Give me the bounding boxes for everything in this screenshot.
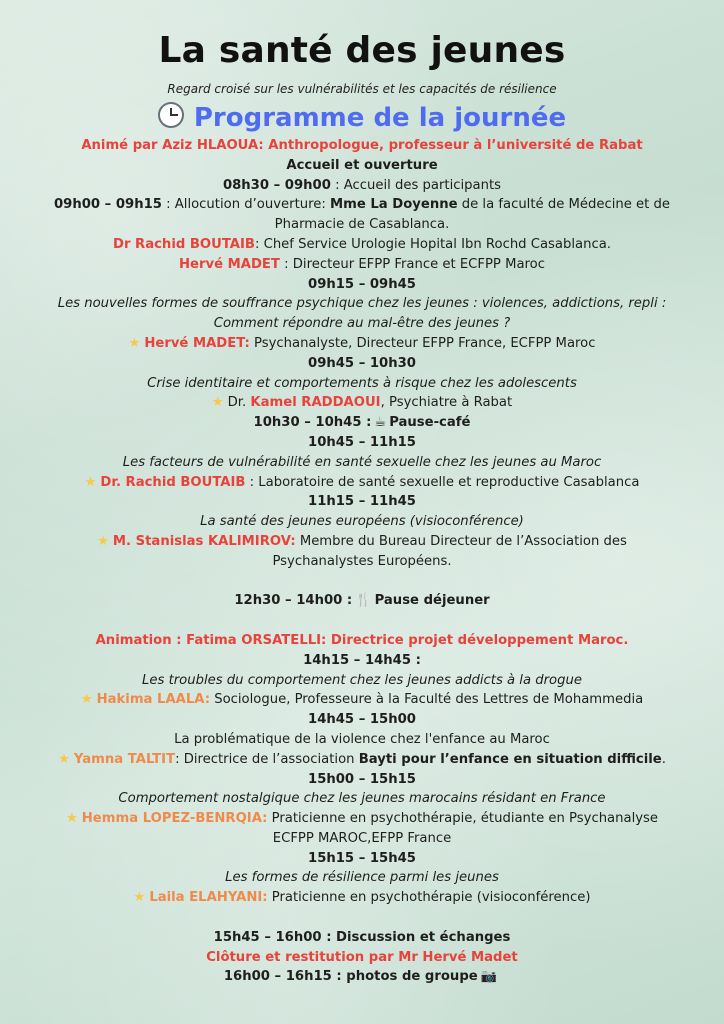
speaker: Dr Rachid BOUTAIB xyxy=(113,236,255,252)
welcome-line-2 xyxy=(10,195,714,215)
session-8-topic: Les formes de résilience parmi les jeunes xyxy=(225,870,499,886)
session-4-topic: La santé des jeunes européens (visioconférence) xyxy=(200,514,524,530)
spacer xyxy=(10,908,714,928)
session-7-time: 15h00 – 15h15 xyxy=(308,771,416,787)
speaker: Laila ELAHYANI: xyxy=(149,890,268,906)
session-1-topic-2: Comment répondre au mal-être des jeunes ? xyxy=(213,316,511,332)
desc: : Accueil des participants xyxy=(330,177,502,193)
session-6-speaker xyxy=(10,750,714,770)
session-7-speaker xyxy=(10,809,714,829)
star-icon: ★ xyxy=(128,335,141,351)
session-4-speaker xyxy=(10,532,714,552)
coffee-break xyxy=(10,413,714,433)
speaker: Hervé MADET: xyxy=(144,335,250,351)
speaker: Hakima LAALA: xyxy=(96,692,210,708)
speaker: Hervé MADET xyxy=(179,256,280,272)
session-4-time: 11h15 – 11h45 xyxy=(308,494,416,510)
punct: . xyxy=(661,751,666,767)
speaker: Mme La Doyenne xyxy=(329,197,458,213)
role: Praticienne en psychothérapie, étudiante en Psychanalyse xyxy=(267,811,659,827)
lunch-break xyxy=(10,591,714,611)
session-4-role-cont: Psychanalystes Européens. xyxy=(272,553,452,569)
session-2-topic: Crise identitaire et comportements à risque chez les adolescents xyxy=(147,375,577,391)
programme-title: Programme de la journée xyxy=(193,103,567,133)
session-1-topic-1: Les nouvelles formes de souffrance psychique chez les jeunes : violences, addictions, repli : xyxy=(57,296,667,312)
session-1-time: 09h15 – 09h45 xyxy=(308,276,416,292)
programme-heading xyxy=(0,100,724,136)
label: Pause-café xyxy=(389,415,471,431)
group-photo xyxy=(10,967,714,987)
time: 09h00 – 09h15 xyxy=(53,197,162,213)
time: 16h00 – 16h15 : xyxy=(223,969,342,985)
label: Pause déjeuner xyxy=(374,593,490,609)
subtitle: Regard croisé sur les vulnérabilités et les capacités de résilience xyxy=(167,82,557,96)
association: Bayti pour l’enfance en situation difficile xyxy=(358,751,662,767)
closing: Clôture et restitution par Mr Hervé Madet xyxy=(206,949,518,965)
spacer xyxy=(10,572,714,592)
star-icon: ★ xyxy=(84,474,97,490)
fork-knife-icon: 🍴 xyxy=(355,593,372,609)
session-5-time: 14h15 – 14h45 : xyxy=(303,652,421,668)
session-3-time: 10h45 – 11h15 xyxy=(308,434,416,450)
desc: de la faculté de Médecine et de xyxy=(457,197,671,213)
prefix: Dr. xyxy=(227,395,251,411)
discussion: 15h45 – 16h00 : Discussion et échanges xyxy=(213,929,511,945)
speaker: Dr. Rachid BOUTAIB xyxy=(100,474,246,490)
welcome-line-4 xyxy=(10,235,714,255)
spacer xyxy=(10,611,714,631)
session-5-speaker xyxy=(10,690,714,710)
programme-body xyxy=(10,136,714,987)
speaker: Yamna TALTIT xyxy=(73,751,176,767)
welcome-line-3: Pharmacie de Casablanca. xyxy=(274,217,450,233)
moderator-1: Animé par Aziz HLAOUA: Anthropologue, professeur à l’université de Rabat xyxy=(81,138,643,153)
camera-icon: 📷 xyxy=(480,969,498,985)
session-3-topic: Les facteurs de vulnérabilité en santé sexuelle chez les jeunes au Maroc xyxy=(122,454,602,470)
star-icon: ★ xyxy=(58,751,70,767)
role: : Chef Service Urologie Hopital Ibn Rochd Casablanca. xyxy=(254,236,611,252)
label: photos de groupe xyxy=(346,969,478,985)
session-1-speaker xyxy=(10,334,714,354)
session-2-speaker xyxy=(10,393,714,413)
role: , Psychiatre à Rabat xyxy=(380,395,513,411)
session-2-time: 09h45 – 10h30 xyxy=(308,355,416,371)
time: 12h30 – 14h00 : xyxy=(234,593,353,609)
star-icon: ★ xyxy=(97,533,109,549)
role: Praticienne en psychothérapie (visioconférence) xyxy=(267,890,591,906)
star-icon: ★ xyxy=(65,811,78,827)
time: 10h30 – 10h45 : xyxy=(253,415,372,431)
coffee-icon: ☕ xyxy=(374,415,387,431)
speaker: Hemma LOPEZ-BENRQIA: xyxy=(81,811,268,827)
role: : Directrice de l’association xyxy=(175,751,359,767)
page-title: La santé des jeunes xyxy=(158,30,566,71)
role: : Directeur EFPP France et ECFPP Maroc xyxy=(279,256,545,272)
role: Sociologue, Professeure à la Faculté des Lettres de Mohammedia xyxy=(210,692,644,708)
session-3-speaker xyxy=(10,473,714,493)
desc: : Allocution d’ouverture: xyxy=(161,197,330,213)
session-8-speaker xyxy=(10,888,714,908)
welcome-heading: Accueil et ouverture xyxy=(286,157,438,173)
role: : Laboratoire de santé sexuelle et reproductive Casablanca xyxy=(245,474,640,490)
session-6-topic: La problématique de la violence chez l'enfance au Maroc xyxy=(174,731,550,747)
welcome-line-1 xyxy=(10,176,714,196)
welcome-line-5 xyxy=(10,255,714,275)
session-7-topic: Comportement nostalgique chez les jeunes marocains résidant en France xyxy=(118,791,606,807)
speaker: Kamel RADDAOUI xyxy=(250,395,381,411)
role: Psychanalyste, Directeur EFPP France, ECFPP Maroc xyxy=(249,335,596,351)
session-8-time: 15h15 – 15h45 xyxy=(308,850,416,866)
session-5-topic: Les troubles du comportement chez les jeunes addicts à la drogue xyxy=(142,672,582,688)
session-7-role-cont: ECFPP MAROC,EFPP France xyxy=(272,830,452,846)
star-icon: ★ xyxy=(133,890,146,906)
session-6-time: 14h45 – 15h00 xyxy=(308,712,416,728)
role: Membre du Bureau Directeur de l’Association des xyxy=(295,533,627,549)
time: 08h30 – 09h00 xyxy=(222,177,331,193)
clock-icon xyxy=(158,102,184,128)
star-icon: ★ xyxy=(211,395,224,411)
moderator-2: Animation : Fatima ORSATELLI: Directrice projet développement Maroc. xyxy=(95,632,629,648)
speaker: M. Stanislas KALIMIROV: xyxy=(112,533,296,549)
star-icon: ★ xyxy=(80,692,93,708)
